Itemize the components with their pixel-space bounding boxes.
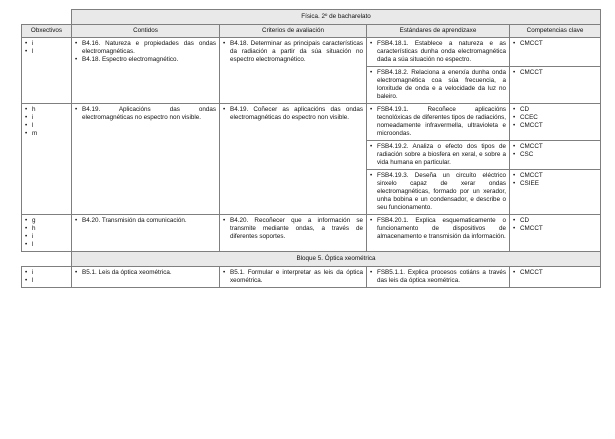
- standard-item: • FSB5.1.1. Explica procesos cotiáns a través das leis da óptica xeométrica.: [370, 269, 506, 285]
- objective-item: • l: [25, 241, 68, 249]
- table-row: [22, 104, 601, 141]
- competence-item: • CMCCT: [513, 225, 597, 233]
- criteria-cell: [220, 104, 367, 215]
- standard-list: [370, 106, 506, 138]
- competences-list: [513, 172, 597, 188]
- objective-item: • i: [25, 269, 68, 277]
- objectives-cell: [22, 267, 72, 288]
- standard-list: [370, 269, 506, 285]
- criteria-item: • B4.18. Determinar as principais características da radiación a partir da súa situación no espectro electromagnético.: [223, 40, 363, 64]
- competence-item: • CMCCT: [513, 269, 597, 277]
- header-objectives: Obxectivos: [22, 25, 72, 38]
- objectives-list: [25, 269, 68, 285]
- objectives-list: [25, 40, 68, 56]
- content-item: • B4.18. Espectro electromagnético.: [75, 56, 216, 64]
- criteria-list: [223, 40, 363, 64]
- competences-list: [513, 69, 597, 77]
- criteria-item: • B4.19. Coñecer as aplicacións das ondas electromagnéticas do espectro non visible.: [223, 106, 363, 122]
- header-criteria: Criterios de avaliación: [220, 25, 367, 38]
- competences-list: [513, 143, 597, 159]
- header-contents: Contidos: [72, 25, 220, 38]
- standard-cell: [367, 170, 510, 215]
- content-item: • B5.1. Leis da óptica xeométrica.: [75, 269, 216, 277]
- content-item: • B4.19. Aplicacións das ondas electromagnéticas no espectro non visible.: [75, 106, 216, 122]
- competences-cell: [510, 215, 601, 252]
- competences-cell: [510, 141, 601, 170]
- criteria-item: • B4.20. Recoñecer que a información se transmite mediante ondas, a través de diferentes soportes.: [223, 217, 363, 241]
- competence-item: • CMCCT: [513, 122, 597, 130]
- objective-item: • g: [25, 217, 68, 225]
- standard-item: • FSB4.19.2. Analiza o efecto dos tipos de radiación sobre a biosfera en xeral, e sobre a vida humana en particular.: [370, 143, 506, 167]
- objective-item: • h: [25, 106, 68, 114]
- standard-list: [370, 69, 506, 101]
- competences-cell: [510, 267, 601, 288]
- objective-item: • m: [25, 130, 68, 138]
- table-row: [22, 215, 601, 252]
- competences-list: [513, 106, 597, 130]
- objectives-cell: [22, 215, 72, 252]
- contents-list: [75, 269, 216, 277]
- objective-item: • h: [25, 225, 68, 233]
- competences-cell: [510, 104, 601, 141]
- table-row: [22, 38, 601, 67]
- content-item: • B4.20. Transmisión da comunicación.: [75, 217, 216, 225]
- competences-cell: [510, 170, 601, 215]
- block-title: Bloque 5. Óptica xeométrica: [72, 252, 601, 267]
- standard-cell: [367, 141, 510, 170]
- standard-list: [370, 217, 506, 241]
- standard-item: • FSB4.18.2. Relaciona a enerxía dunha onda electromagnética coa súa frecuencia, a lonxitude de onda e a velocidade da luz no baleiro.: [370, 69, 506, 101]
- standard-cell: [367, 267, 510, 288]
- table-row: [22, 267, 601, 288]
- standard-item: • FSB4.18.1. Establece a natureza e as características dunha onda electromagnética dada a súa situación no espectro.: [370, 40, 506, 64]
- objective-item: • i: [25, 114, 68, 122]
- subject-title: Física. 2º de bacharelato: [72, 10, 601, 25]
- objective-item: • l: [25, 277, 68, 285]
- competences-list: [513, 217, 597, 233]
- curriculum-table: [21, 9, 601, 288]
- standard-cell: [367, 38, 510, 67]
- contents-cell: [72, 104, 220, 215]
- competence-item: • CMCCT: [513, 143, 597, 151]
- objectives-cell: [22, 38, 72, 104]
- contents-cell: [72, 215, 220, 252]
- competence-item: • CD: [513, 217, 597, 225]
- criteria-list: [223, 217, 363, 241]
- competence-item: • CSIEE: [513, 180, 597, 188]
- objective-item: • i: [25, 40, 68, 48]
- competence-item: • CMCCT: [513, 172, 597, 180]
- contents-list: [75, 106, 216, 122]
- criteria-list: [223, 269, 363, 285]
- criteria-list: [223, 106, 363, 122]
- standard-list: [370, 172, 506, 212]
- standard-item: • FSB4.19.3. Deseña un circuíto eléctrico sinxelo capaz de xerar ondas electromagnéticas, formado por un xerador, unha bobina e un condensador, e describe o seu funcionamento.: [370, 172, 506, 212]
- standard-cell: [367, 215, 510, 252]
- competences-list: [513, 269, 597, 277]
- competences-cell: [510, 38, 601, 67]
- header-competences: Competencias clave: [510, 25, 601, 38]
- contents-list: [75, 217, 216, 225]
- header-standards: Estándares de aprendizaxe: [367, 25, 510, 38]
- competence-item: • CCEC: [513, 114, 597, 122]
- criteria-cell: [220, 215, 367, 252]
- content-item: • B4.16. Natureza e propiedades das ondas electromagnéticas.: [75, 40, 216, 56]
- objective-item: • i: [25, 233, 68, 241]
- competence-item: • CMCCT: [513, 69, 597, 77]
- standard-item: • FSB4.20.1. Explica esquematicamente o funcionamento de dispositivos de almacenamento e transmisión da información.: [370, 217, 506, 241]
- criteria-item: • B5.1. Formular e interpretar as leis da óptica xeométrica.: [223, 269, 363, 285]
- objectives-list: [25, 106, 68, 138]
- objectives-list: [25, 217, 68, 249]
- objective-item: • l: [25, 122, 68, 130]
- contents-list: [75, 40, 216, 64]
- contents-cell: [72, 38, 220, 104]
- competences-list: [513, 40, 597, 48]
- criteria-cell: [220, 38, 367, 104]
- contents-cell: [72, 267, 220, 288]
- criteria-cell: [220, 267, 367, 288]
- header-row: [22, 25, 601, 38]
- competence-item: • CMCCT: [513, 40, 597, 48]
- standard-item: • FSB4.19.1. Recoñece aplicacións tecnolóxicas de diferentes tipos de radiacións, nomeadamente infravermella, ultravioleta e microondas.: [370, 106, 506, 138]
- block-banner-row: [22, 252, 601, 267]
- standard-cell: [367, 67, 510, 104]
- competences-cell: [510, 67, 601, 104]
- competence-item: • CD: [513, 106, 597, 114]
- competence-item: • CSC: [513, 151, 597, 159]
- objective-item: • l: [25, 48, 68, 56]
- standard-cell: [367, 104, 510, 141]
- objectives-cell: [22, 104, 72, 215]
- standard-list: [370, 40, 506, 64]
- standard-list: [370, 143, 506, 167]
